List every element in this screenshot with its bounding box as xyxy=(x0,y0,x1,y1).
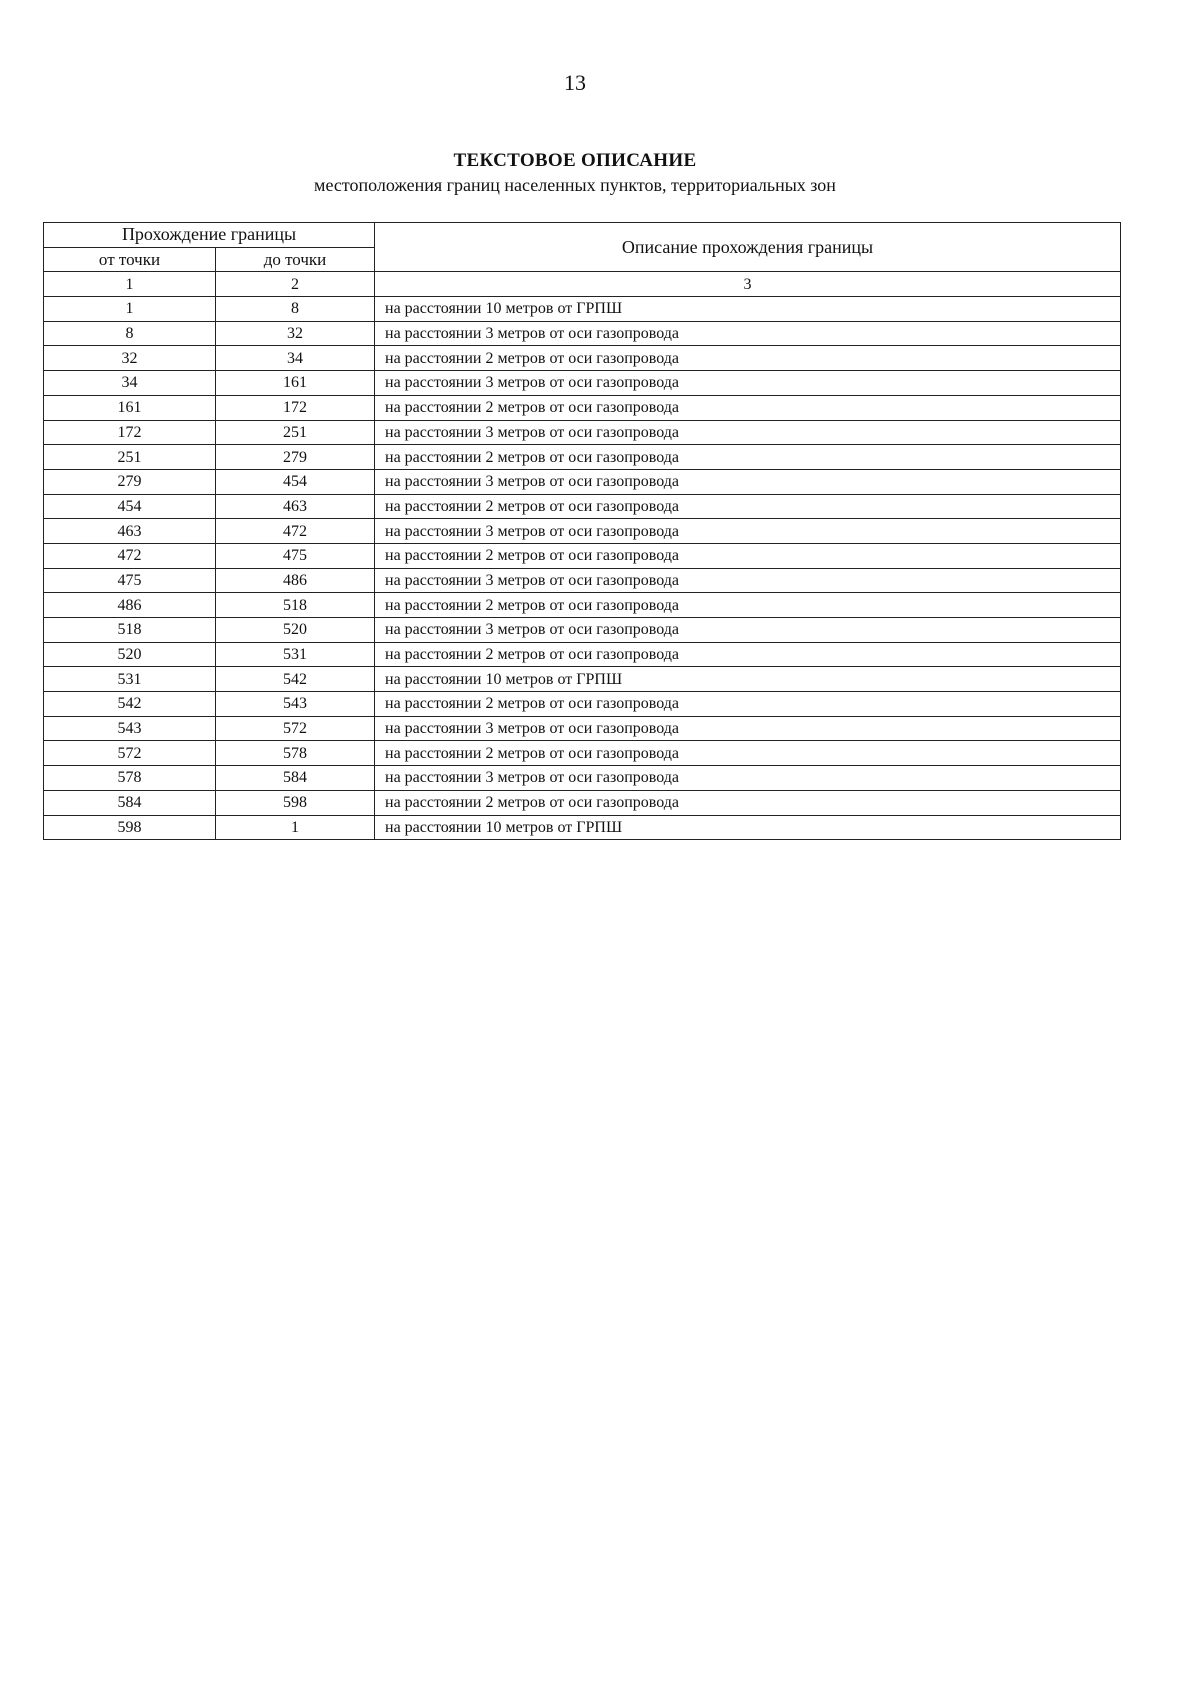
column-number: 2 xyxy=(216,272,375,297)
cell-to-point: 578 xyxy=(216,741,375,766)
document-title: ТЕКСТОВОЕ ОПИСАНИЕ xyxy=(453,150,697,171)
cell-description: на расстоянии 3 метров от оси газопровода xyxy=(375,568,1121,593)
cell-from-point: 251 xyxy=(44,445,216,470)
header-boundary-passage: Прохождение границы xyxy=(44,223,375,248)
table-row xyxy=(44,519,1121,544)
table-row xyxy=(44,618,1121,643)
cell-description: на расстоянии 3 метров от оси газопровода xyxy=(375,420,1121,445)
cell-description: на расстоянии 10 метров от ГРПШ xyxy=(375,815,1121,840)
table-row xyxy=(44,371,1121,396)
cell-description: на расстоянии 2 метров от оси газопровода xyxy=(375,692,1121,717)
cell-to-point: 518 xyxy=(216,593,375,618)
cell-from-point: 578 xyxy=(44,766,216,791)
table-row xyxy=(44,494,1121,519)
cell-from-point: 543 xyxy=(44,716,216,741)
cell-from-point: 454 xyxy=(44,494,216,519)
table-body xyxy=(44,297,1121,840)
cell-description: на расстоянии 2 метров от оси газопровода xyxy=(375,642,1121,667)
cell-from-point: 279 xyxy=(44,469,216,494)
cell-to-point: 542 xyxy=(216,667,375,692)
cell-to-point: 572 xyxy=(216,716,375,741)
table-row xyxy=(44,395,1121,420)
table-row xyxy=(44,766,1121,791)
cell-to-point: 486 xyxy=(216,568,375,593)
cell-from-point: 34 xyxy=(44,371,216,396)
table-row xyxy=(44,346,1121,371)
table-row xyxy=(44,716,1121,741)
header-to-point: до точки xyxy=(216,247,375,272)
table-row xyxy=(44,543,1121,568)
cell-to-point: 463 xyxy=(216,494,375,519)
cell-to-point: 161 xyxy=(216,371,375,396)
cell-description: на расстоянии 10 метров от ГРПШ xyxy=(375,667,1121,692)
cell-description: на расстоянии 2 метров от оси газопровода xyxy=(375,790,1121,815)
table-row xyxy=(44,642,1121,667)
cell-from-point: 486 xyxy=(44,593,216,618)
cell-from-point: 531 xyxy=(44,667,216,692)
cell-description: на расстоянии 3 метров от оси газопровода xyxy=(375,618,1121,643)
table-row xyxy=(44,593,1121,618)
cell-description: на расстоянии 3 метров от оси газопровода xyxy=(375,321,1121,346)
cell-description: на расстоянии 3 метров от оси газопровода xyxy=(375,371,1121,396)
column-number: 3 xyxy=(375,272,1121,297)
cell-to-point: 32 xyxy=(216,321,375,346)
cell-to-point: 584 xyxy=(216,766,375,791)
document-subtitle: местоположения границ населенных пунктов, территориальных зон xyxy=(314,175,836,195)
cell-to-point: 598 xyxy=(216,790,375,815)
table-row xyxy=(44,568,1121,593)
cell-description: на расстоянии 2 метров от оси газопровода xyxy=(375,395,1121,420)
cell-description: на расстоянии 2 метров от оси газопровода xyxy=(375,741,1121,766)
cell-description: на расстоянии 2 метров от оси газопровода xyxy=(375,543,1121,568)
cell-to-point: 8 xyxy=(216,297,375,322)
cell-to-point: 251 xyxy=(216,420,375,445)
cell-description: на расстоянии 2 метров от оси газопровода xyxy=(375,494,1121,519)
table-row xyxy=(44,445,1121,470)
table-row xyxy=(44,297,1121,322)
table-row xyxy=(44,815,1121,840)
cell-from-point: 161 xyxy=(44,395,216,420)
cell-description: на расстоянии 3 метров от оси газопровода xyxy=(375,519,1121,544)
cell-to-point: 454 xyxy=(216,469,375,494)
cell-description: на расстоянии 3 метров от оси газопровода xyxy=(375,469,1121,494)
cell-from-point: 518 xyxy=(44,618,216,643)
table-row xyxy=(44,741,1121,766)
table-row xyxy=(44,667,1121,692)
cell-description: на расстоянии 2 метров от оси газопровода xyxy=(375,593,1121,618)
cell-from-point: 472 xyxy=(44,543,216,568)
cell-to-point: 472 xyxy=(216,519,375,544)
cell-description: на расстоянии 3 метров от оси газопровода xyxy=(375,766,1121,791)
table-row xyxy=(44,790,1121,815)
cell-from-point: 584 xyxy=(44,790,216,815)
table-row xyxy=(44,469,1121,494)
cell-from-point: 520 xyxy=(44,642,216,667)
cell-from-point: 32 xyxy=(44,346,216,371)
cell-to-point: 34 xyxy=(216,346,375,371)
table-row xyxy=(44,420,1121,445)
cell-to-point: 531 xyxy=(216,642,375,667)
cell-from-point: 542 xyxy=(44,692,216,717)
cell-from-point: 463 xyxy=(44,519,216,544)
cell-to-point: 520 xyxy=(216,618,375,643)
cell-description: на расстоянии 2 метров от оси газопровода xyxy=(375,445,1121,470)
header-boundary-description: Описание прохождения границы xyxy=(375,223,1121,272)
page-number: 13 xyxy=(564,70,586,95)
table-row xyxy=(44,321,1121,346)
cell-from-point: 572 xyxy=(44,741,216,766)
table-row xyxy=(44,692,1121,717)
cell-to-point: 543 xyxy=(216,692,375,717)
cell-description: на расстоянии 10 метров от ГРПШ xyxy=(375,297,1121,322)
column-number-row xyxy=(44,272,1121,297)
cell-from-point: 1 xyxy=(44,297,216,322)
cell-description: на расстоянии 3 метров от оси газопровода xyxy=(375,716,1121,741)
boundary-description-table xyxy=(43,222,1121,840)
cell-to-point: 172 xyxy=(216,395,375,420)
cell-from-point: 8 xyxy=(44,321,216,346)
cell-to-point: 1 xyxy=(216,815,375,840)
header-from-point: от точки xyxy=(44,247,216,272)
cell-from-point: 172 xyxy=(44,420,216,445)
cell-to-point: 475 xyxy=(216,543,375,568)
cell-from-point: 475 xyxy=(44,568,216,593)
cell-from-point: 598 xyxy=(44,815,216,840)
cell-to-point: 279 xyxy=(216,445,375,470)
column-number: 1 xyxy=(44,272,216,297)
cell-description: на расстоянии 2 метров от оси газопровода xyxy=(375,346,1121,371)
